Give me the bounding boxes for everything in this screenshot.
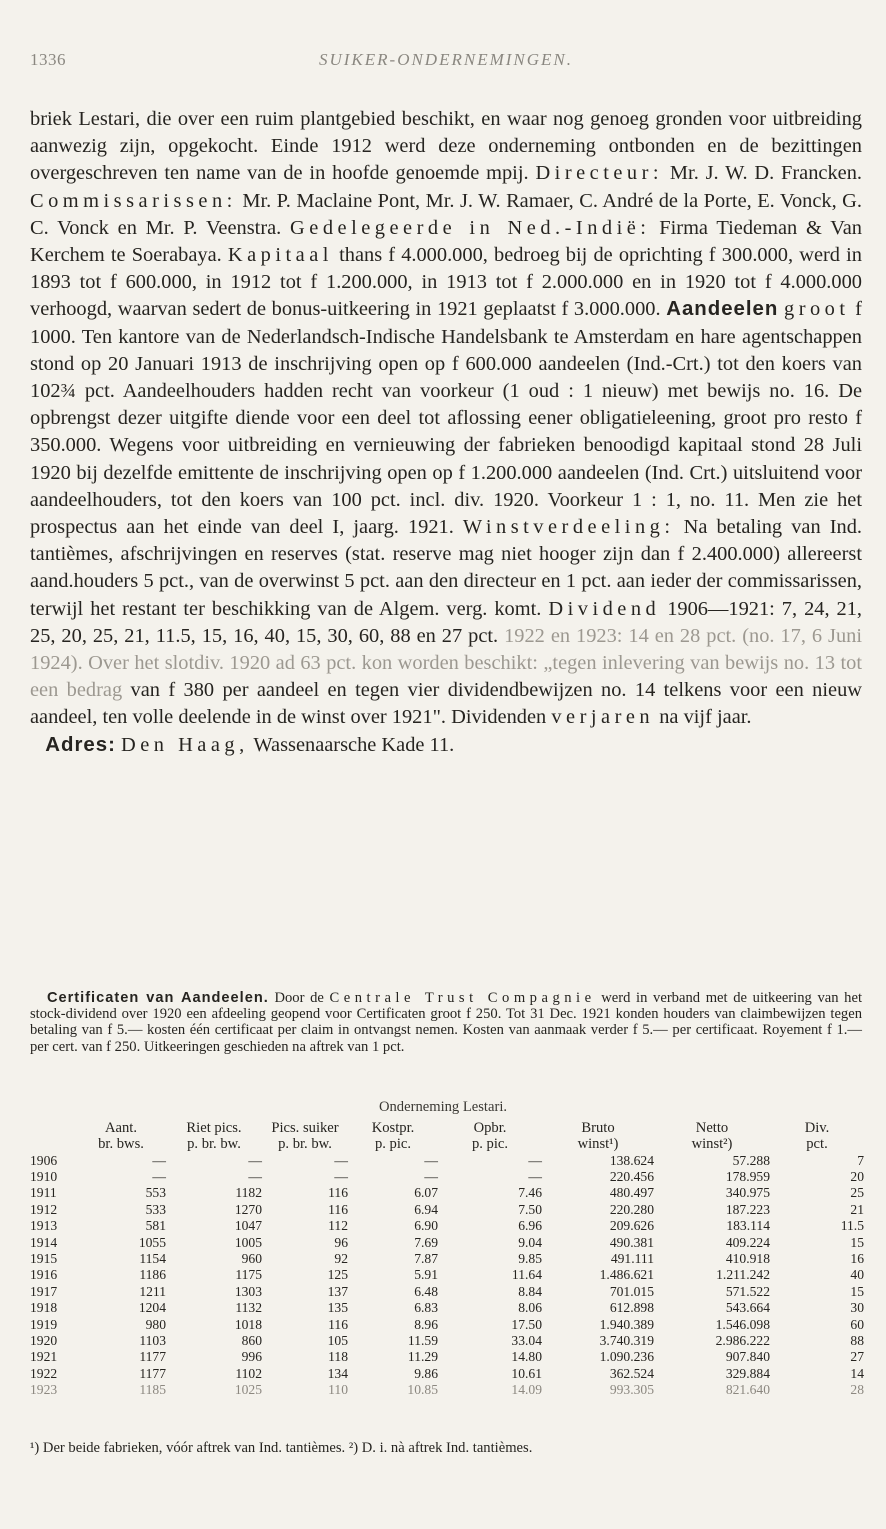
text-segment: Mr. P. Maclaine Pont, Mr. J. W. Ramaer, C. André de la Porte, E. Vonck, G. C. Vonck en Mr. P. Veenstra. <box>30 189 862 239</box>
text-segment: Na betaling van Ind. tantièmes, afschrijvingen en reserves (stat. reserve mag niet hooger zijn dan f 2.400.000) allereerst aand.houders 5 pct., van de overwinst 5 pct. aan den directeur en 1 pct. aan ieder der commissarissen, terwijl het restant ter beschikking van de Algem. verg. komt. <box>30 516 862 620</box>
table-cell: 1103 <box>139 1333 166 1349</box>
table-cell: 1922 <box>30 1365 58 1381</box>
text-segment: Mr. J. W. D. Francken. <box>663 162 862 185</box>
table-cell: 6.07 <box>414 1185 438 1201</box>
table-cell: 533 <box>145 1201 166 1217</box>
table-cell: 1154 <box>139 1251 166 1267</box>
table-cell: 907.840 <box>725 1349 770 1365</box>
table-cell: 187.223 <box>725 1201 770 1217</box>
table-row <box>30 1153 864 1169</box>
table-cell: 480.497 <box>609 1185 654 1201</box>
table-cell: 105 <box>327 1333 348 1349</box>
table-cell: 7.87 <box>414 1251 438 1267</box>
trust-name: Centrale Trust Compagnie <box>329 990 596 1006</box>
footnote-text: D. i. nà aftrek Ind. tantièmes. <box>358 1440 533 1456</box>
column-header: winst¹) <box>577 1135 619 1152</box>
table-cell: 1005 <box>234 1234 262 1250</box>
table-cell: 960 <box>241 1251 262 1267</box>
table-cell: 1132 <box>235 1300 262 1316</box>
footnote-marker: ¹) <box>30 1440 40 1456</box>
table-cell: 1920 <box>30 1333 58 1349</box>
table-cell: 581 <box>145 1218 166 1234</box>
column-header: pct. <box>806 1135 828 1152</box>
table-cell: 1913 <box>30 1218 58 1234</box>
table-row <box>30 1382 864 1398</box>
table-cell: 1918 <box>30 1300 58 1316</box>
table-cell: — <box>528 1152 542 1168</box>
table-row <box>30 1202 864 1218</box>
table-cell: 1912 <box>30 1201 58 1217</box>
text-segment: briek Lestari, die over een ruim plantgebied beschikt, en waar nog genoeg gronden voor uitbreiding aanwezig zijn, opgekocht. Einde 1912 werd deze onderneming ontbonden en de bezittingen overgeschreven ten name van de in hoofde genoemde mpij. <box>30 108 862 185</box>
table-cell: 110 <box>328 1382 348 1398</box>
table-cell: — <box>424 1152 438 1168</box>
table-cell: 16 <box>850 1251 864 1267</box>
table-cell: 3.740.319 <box>599 1333 654 1349</box>
column-header: br. bws. <box>98 1135 144 1152</box>
address-line <box>30 732 862 759</box>
footnote-marker: ²) <box>348 1440 359 1456</box>
aandeelen-label: Aandeelen <box>666 298 779 321</box>
table-cell: — <box>152 1152 166 1168</box>
column-header: winst²) <box>691 1135 733 1152</box>
table-cell: 1303 <box>234 1283 262 1299</box>
footnotes <box>30 1440 862 1456</box>
table-cell: 6.83 <box>414 1300 438 1316</box>
table-cell: 137 <box>327 1283 348 1299</box>
gedelegeerde-label: Gedelegeerde in Ned.-Indië: <box>290 216 651 239</box>
text-segment: Door de <box>268 990 330 1006</box>
table-cell: 1175 <box>235 1267 262 1283</box>
table-cell: 1921 <box>30 1349 58 1365</box>
table-cell: 11.29 <box>407 1349 438 1365</box>
table-cell: 1.211.242 <box>716 1267 770 1283</box>
table-cell: 60 <box>850 1316 864 1332</box>
table-cell: — <box>528 1169 542 1184</box>
table-row <box>30 1317 864 1333</box>
column-header: p. br. bw. <box>278 1135 332 1152</box>
column-header: Kostpr. <box>371 1120 415 1136</box>
table-cell: 209.626 <box>609 1218 654 1234</box>
table-cell: 11.59 <box>407 1333 438 1349</box>
table-cell: 6.94 <box>414 1201 438 1217</box>
table-cell: — <box>334 1152 348 1168</box>
table-cell: 1211 <box>139 1283 166 1299</box>
footnote-paragraph <box>30 1440 862 1456</box>
table-cell: 409.224 <box>725 1234 770 1250</box>
table-cell: 88 <box>850 1333 864 1349</box>
text-segment: thans f 4.000.000, bedroeg bij de oprichting f 300.000, werd in 1893 tot f 600.000, in 1912 tot f 1.200.000, in 1913 tot f 2.000.000 en in 1920 tot f 4.000.000 verhoogd, waarvan sedert de bonus-uitkeering in 1921 geplaatst f 3.000.000. <box>30 244 862 321</box>
table-cell: 7 <box>857 1152 864 1168</box>
table-cell: 183.114 <box>726 1218 770 1234</box>
table-row <box>30 1218 864 1234</box>
table-cell: 10.61 <box>511 1365 542 1381</box>
table-cell: 6.96 <box>518 1218 542 1234</box>
table-cell: 1.546.098 <box>715 1316 770 1332</box>
table-cell: 14 <box>850 1365 864 1381</box>
table-cell: 28 <box>850 1382 864 1398</box>
adres-label: Adres: <box>45 733 116 756</box>
table-cell: 11.64 <box>511 1267 542 1283</box>
table-cell: 1917 <box>30 1283 58 1299</box>
table-cell: 25 <box>850 1185 864 1201</box>
production-table <box>30 1121 864 1399</box>
table-cell: 138.624 <box>609 1152 654 1168</box>
certificaten-paragraph <box>30 990 862 1055</box>
table-row <box>30 1169 864 1185</box>
table-cell: 543.664 <box>725 1300 770 1316</box>
table-row <box>30 1235 864 1251</box>
column-header: Bruto <box>581 1120 615 1136</box>
table-cell: 1102 <box>235 1365 262 1381</box>
text-segment: 1906—1921: 7, 24, 21, 25, 20, 25, 21, 11.5, 15, 16, 40, 15, 30, 60, 88 en 27 pct. <box>30 597 863 647</box>
table-cell: 1204 <box>138 1300 166 1316</box>
table-cell: — <box>424 1169 438 1184</box>
table-cell: 993.305 <box>609 1382 654 1398</box>
table-cell: 1.940.389 <box>599 1316 654 1332</box>
table-cell: 14.80 <box>511 1349 542 1365</box>
table-cell: 1915 <box>30 1251 58 1267</box>
table-cell: 1177 <box>139 1349 166 1365</box>
dividend-label: Dividend <box>548 597 661 620</box>
table-cell: 7.69 <box>414 1234 438 1250</box>
column-header <box>30 1121 76 1137</box>
table-cell: 8.84 <box>518 1283 542 1299</box>
table-row <box>30 1349 864 1365</box>
table-cell: 1185 <box>139 1382 166 1398</box>
column-header: Div. <box>804 1120 830 1136</box>
table-cell: 5.91 <box>414 1267 438 1283</box>
table-row <box>30 1333 864 1349</box>
text-segment: f 1000. Ten kantore van de Nederlandsch-Indische Handelsbank te Amsterdam en hare agentschappen stond op 20 Januari 1913 de inschrijving open op f 600.000 aandeelen (Ind.-Crt.) tot den koers van 102¾ pct. Aandeelhouders hadden recht van voorkeur (1 oud : 1 nieuw) met bewijs no. 16. De opbrengst dezer uitgifte diende voor een deel tot aflossing eener obligatieleening, groot pro resto f 350.000. Wegens voor uitbreiding en vernieuwing der fabrieken benoodigd kapitaal stond 28 Juli 1920 bij dezelfde emittente de inschrijving open op f 1.200.000 aandeelen (Ind. Crt.) uitsluitend voor aandeelhouders, tot den koers van 100 pct. incl. div. 1920. Voorkeur 1 : 1, no. 11. Men zie het prospectus aan het einde van deel I, jaarg. 1921. <box>30 298 862 539</box>
table-cell: 1055 <box>138 1234 166 1250</box>
table-cell: 220.280 <box>609 1201 654 1217</box>
table-cell: 6.48 <box>414 1283 438 1299</box>
table-cell: 1911 <box>30 1185 57 1201</box>
faded-text-segment: 1922 en 1923: 14 en 28 pct. (no. 17, 6 Juni 1924). Over het slotdiv. 1920 ad 63 pct. kon worden beschikt: „tegen inlevering van bewijs no. 13 tot een bedrag <box>30 624 862 702</box>
table-cell: 125 <box>327 1267 348 1283</box>
table-cell: 9.86 <box>414 1365 438 1381</box>
table-cell: 1.090.236 <box>599 1349 654 1365</box>
table-cell: 553 <box>145 1185 166 1201</box>
column-header <box>30 1137 76 1153</box>
table-cell: 15 <box>850 1283 864 1299</box>
table-cell: 17.50 <box>511 1316 542 1332</box>
table-title: Onderneming Lestari. <box>378 1099 508 1115</box>
table-cell: 135 <box>327 1300 348 1316</box>
table-cell: 1919 <box>30 1316 58 1332</box>
table-row <box>30 1284 864 1300</box>
table-cell: 33.04 <box>511 1333 542 1349</box>
table-cell: 116 <box>328 1185 348 1201</box>
table-cell: 1177 <box>139 1365 166 1381</box>
table-cell: 10.85 <box>407 1382 438 1398</box>
table-cell: 571.522 <box>725 1283 770 1299</box>
running-head <box>30 50 862 80</box>
column-header: Riet pics. <box>186 1120 242 1136</box>
footnote-text: Der beide fabrieken, vóór aftrek van Ind. tantièmes. <box>39 1440 349 1456</box>
adres-street: Wassenaarsche Kade 11. <box>248 733 455 756</box>
table-cell: 996 <box>241 1349 262 1365</box>
table-cell: 11.5 <box>840 1218 864 1234</box>
table-cell: 1270 <box>234 1201 262 1217</box>
table-header-row <box>30 1137 864 1153</box>
table-cell: 1.486.621 <box>599 1267 654 1283</box>
text-segment: na vijf jaar. <box>654 706 752 729</box>
table-cell: 7.46 <box>518 1185 542 1201</box>
table-cell: 1018 <box>234 1316 262 1332</box>
text-segment: Firma Tiedeman & Van Kerchem te Soerabaya. <box>30 216 862 267</box>
table-cell: 112 <box>328 1218 348 1234</box>
directeur-label: Directeur: <box>535 162 664 185</box>
table-cell: 8.96 <box>414 1316 438 1332</box>
table-cell: 1025 <box>234 1382 262 1398</box>
table-cell: 860 <box>241 1333 262 1349</box>
table-cell: 6.90 <box>414 1218 438 1234</box>
column-header: p. pic. <box>374 1135 412 1152</box>
table-row <box>30 1267 864 1283</box>
table-cell: 980 <box>145 1316 166 1332</box>
kapitaal-label: Kapitaal <box>227 244 333 267</box>
table-cell: 118 <box>328 1349 348 1365</box>
table-cell: 30 <box>850 1300 864 1316</box>
table-cell: 821.640 <box>725 1382 770 1398</box>
certificaten-label: Certificaten van Aandeelen. <box>46 990 269 1006</box>
table-cell: 134 <box>327 1365 348 1381</box>
running-title: SUIKER-ONDERNEMINGEN. <box>318 50 573 69</box>
table-cell: 96 <box>334 1234 348 1250</box>
table-cell: — <box>248 1152 262 1168</box>
table-cell: 362.524 <box>609 1365 654 1381</box>
table-cell: 27 <box>850 1349 864 1365</box>
column-header: p. br. bw. <box>187 1135 241 1152</box>
table-cell: 2.986.222 <box>715 1333 770 1349</box>
table-cell: 21 <box>850 1201 864 1217</box>
table-cell: 220.456 <box>609 1169 654 1184</box>
table-row <box>30 1185 864 1201</box>
text-segment: werd in verband met de uitkeering van het stock-dividend over 1920 een afdeeling geopend voor Certificaten groot f 250. Tot 31 Dec. 1921 konden houders van claimbewijzen tegen betaling van f 5.— kosten één certificaat per claim in ontvangst nemen. Kosten van aanmaak verder f 5.— per certificaat. Royement f 1.— per cert. van f 250. Uitkeeringen geschieden na aftrek van 1 pct. <box>30 990 863 1055</box>
table-cell: 612.898 <box>609 1300 654 1316</box>
column-header: Netto <box>695 1120 729 1136</box>
groot-label: groot <box>784 298 850 321</box>
table-cell: 116 <box>328 1201 348 1217</box>
table-cell: 57.288 <box>732 1152 770 1168</box>
table-cell: 9.04 <box>518 1234 542 1250</box>
column-header: Aant. <box>104 1120 138 1136</box>
verjaren-label: verjaren <box>551 706 655 729</box>
table-cell: 1186 <box>139 1267 166 1283</box>
table-row <box>30 1251 864 1267</box>
table-cell: 1906 <box>30 1152 58 1168</box>
table-cell: 1047 <box>234 1218 262 1234</box>
table-cell: — <box>152 1169 166 1184</box>
commissarissen-label: Commissarissen: <box>30 189 237 212</box>
table-cell: 701.015 <box>609 1283 654 1299</box>
table-cell: — <box>334 1169 348 1184</box>
table-row <box>30 1300 864 1316</box>
table-cell: 1910 <box>30 1169 58 1184</box>
column-header: Pics. suiker <box>271 1120 339 1136</box>
table-cell: 329.884 <box>725 1365 770 1381</box>
table-cell: 40 <box>850 1267 864 1283</box>
table-cell: — <box>248 1169 262 1184</box>
table-cell: 14.09 <box>511 1382 542 1398</box>
table-cell: 1914 <box>30 1234 58 1250</box>
table-header-row <box>30 1121 864 1137</box>
table-row <box>30 1366 864 1382</box>
table-cell: 9.85 <box>518 1251 542 1267</box>
company-description <box>30 106 862 759</box>
table-cell: 340.975 <box>725 1185 770 1201</box>
table-cell: 15 <box>850 1234 864 1250</box>
table-cell: 410.918 <box>725 1251 770 1267</box>
main-paragraph <box>30 106 862 732</box>
table-cell: 1923 <box>30 1382 58 1398</box>
table-cell: 1916 <box>30 1267 58 1283</box>
table-cell: 8.06 <box>518 1300 542 1316</box>
winstverdeeling-label: Winstverdeeling: <box>462 516 675 539</box>
adres-city: Den Haag, <box>121 733 249 756</box>
table-cell: 178.959 <box>725 1169 770 1184</box>
column-header: p. pic. <box>471 1135 509 1152</box>
certificaten-section <box>30 990 862 1055</box>
page-number: 1336 <box>30 50 66 69</box>
table-cell: 20 <box>850 1169 864 1184</box>
table-cell: 92 <box>334 1251 348 1267</box>
table-cell: 1182 <box>235 1185 262 1201</box>
table-cell: 491.111 <box>610 1251 654 1267</box>
table-cell: 490.381 <box>609 1234 654 1250</box>
column-header: Opbr. <box>473 1120 507 1136</box>
table-cell: 116 <box>328 1316 348 1332</box>
table-cell: 7.50 <box>518 1201 542 1217</box>
text-segment: van f 380 per aandeel en tegen vier dividendbewijzen no. 14 telkens voor een nieuw aandeel, ten volle deelende in de winst over 1921". Dividenden <box>30 679 863 729</box>
